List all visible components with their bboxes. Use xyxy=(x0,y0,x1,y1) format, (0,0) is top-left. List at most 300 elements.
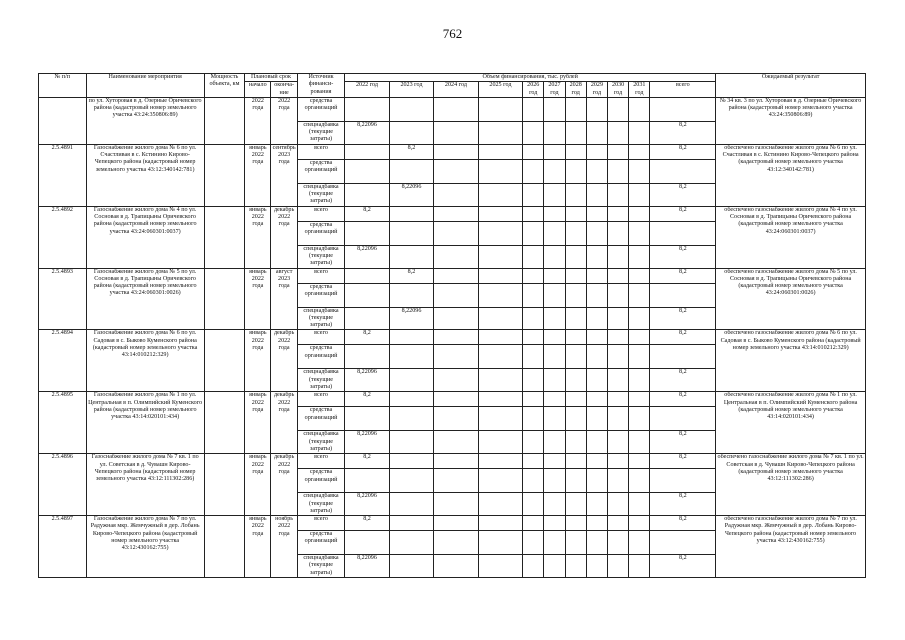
value-empty xyxy=(565,555,586,578)
row-number: 2.5.4896 xyxy=(39,454,87,516)
funding-source: средства организаций xyxy=(297,345,345,369)
header-row-1 xyxy=(39,74,866,82)
funding-source: спецнадбавка (текущие затраты) xyxy=(297,555,345,578)
measure-name: Газоснабжение жилого дома № 6 по ул. Садовая в с. Быково Куменского района (кадастровый номер земельного участка 43:14:010212:329) xyxy=(86,330,204,392)
value-empty xyxy=(478,330,522,345)
header-year: 2024 год xyxy=(434,82,478,98)
value-empty xyxy=(544,97,565,121)
value-empty xyxy=(434,407,478,431)
value-empty xyxy=(629,268,650,283)
start-date: январь 2022 года xyxy=(245,454,271,516)
value-2022 xyxy=(345,307,389,330)
header-year: 2029 год xyxy=(586,82,607,98)
funding-source: спецнадбавка (текущие затраты) xyxy=(297,431,345,454)
value-empty xyxy=(608,307,629,330)
capacity-cell xyxy=(204,144,244,206)
start-date: январь 2022 года xyxy=(245,206,271,268)
value-total xyxy=(650,469,716,493)
value-empty xyxy=(629,345,650,369)
value-empty xyxy=(544,516,565,531)
value-empty xyxy=(608,268,629,283)
value-empty xyxy=(608,245,629,268)
header-source: Источник финанси-рования xyxy=(297,74,345,98)
value-empty xyxy=(523,144,544,159)
value-empty xyxy=(608,369,629,392)
start-date: январь 2022 года xyxy=(245,268,271,330)
row-number: 2.5.4891 xyxy=(39,144,87,206)
value-empty xyxy=(629,330,650,345)
value-2023 xyxy=(389,407,433,431)
value-2023 xyxy=(389,469,433,493)
value-empty xyxy=(544,330,565,345)
value-empty xyxy=(629,431,650,454)
value-empty xyxy=(434,454,478,469)
value-empty xyxy=(565,493,586,516)
table-row xyxy=(39,392,866,407)
value-empty xyxy=(544,454,565,469)
value-empty xyxy=(478,531,522,555)
value-2023 xyxy=(389,392,433,407)
value-empty xyxy=(544,159,565,183)
value-empty xyxy=(608,392,629,407)
capacity-cell xyxy=(204,206,244,268)
measure-name: Газоснабжение жилого дома № 7 по ул. Радужная мкр. Жемчужный в дер. Лобань Кирово-Чепецкого района (кадастровый номер земельного участка 43:12:430162:755) xyxy=(86,516,204,578)
value-empty xyxy=(434,469,478,493)
capacity-cell xyxy=(204,97,244,144)
value-2022 xyxy=(345,97,389,121)
value-empty xyxy=(523,206,544,221)
value-empty xyxy=(608,454,629,469)
value-2023 xyxy=(389,369,433,392)
value-empty xyxy=(629,555,650,578)
value-empty xyxy=(565,206,586,221)
value-empty xyxy=(565,245,586,268)
value-empty xyxy=(586,345,607,369)
table-body xyxy=(39,97,866,577)
value-empty xyxy=(478,407,522,431)
value-empty xyxy=(629,283,650,307)
value-empty xyxy=(608,555,629,578)
value-total: 8,2 xyxy=(650,555,716,578)
value-empty xyxy=(565,97,586,121)
row-number: 2.5.4895 xyxy=(39,392,87,454)
header-year: 2031 год xyxy=(629,82,650,98)
value-empty xyxy=(544,144,565,159)
measure-name: Газоснабжение жилого дома № 4 по ул. Сосновая в д. Трапицыны Оричевского района (кадастровый номер земельного участка 43:24:060301:0037) xyxy=(86,206,204,268)
value-empty xyxy=(478,159,522,183)
value-empty xyxy=(565,369,586,392)
value-empty xyxy=(586,469,607,493)
value-empty xyxy=(478,392,522,407)
value-2022 xyxy=(345,345,389,369)
value-empty xyxy=(478,555,522,578)
value-2022: 8,22096 xyxy=(345,431,389,454)
value-empty xyxy=(523,345,544,369)
value-2023 xyxy=(389,121,433,144)
value-empty xyxy=(434,183,478,206)
value-2023 xyxy=(389,283,433,307)
value-empty xyxy=(608,493,629,516)
value-empty xyxy=(586,97,607,121)
value-2022: 8,2 xyxy=(345,330,389,345)
value-empty xyxy=(629,454,650,469)
value-2023 xyxy=(389,221,433,245)
header-plan-period: Плановый срок xyxy=(245,74,298,82)
capacity-cell xyxy=(204,392,244,454)
value-empty xyxy=(629,516,650,531)
value-2023: 8,22096 xyxy=(389,183,433,206)
start-date: январь 2022 года xyxy=(245,516,271,578)
value-empty xyxy=(586,531,607,555)
value-empty xyxy=(523,221,544,245)
value-empty xyxy=(565,121,586,144)
value-empty xyxy=(544,268,565,283)
measure-name: Газоснабжение жилого дома № 7 кв. 1 по ул. Советская в д. Чувашн Кирово-Чепецкого района (кадастровый номер земельного участка 43:12:111302:286) xyxy=(86,454,204,516)
value-2023 xyxy=(389,516,433,531)
value-empty xyxy=(523,307,544,330)
value-empty xyxy=(544,431,565,454)
value-total xyxy=(650,345,716,369)
header-year: 2022 год xyxy=(345,82,389,98)
value-empty xyxy=(565,531,586,555)
value-empty xyxy=(565,268,586,283)
value-empty xyxy=(629,493,650,516)
value-total xyxy=(650,283,716,307)
value-empty xyxy=(523,454,544,469)
measure-name: Газоснабжение жилого дома № 5 по ул. Сосновая в д. Трапицыны Оричевского района (кадастровый номер земельного участка 43:24:060301:0026) xyxy=(86,268,204,330)
value-empty xyxy=(434,516,478,531)
value-empty xyxy=(608,283,629,307)
value-empty xyxy=(586,283,607,307)
value-empty xyxy=(586,555,607,578)
value-empty xyxy=(608,345,629,369)
value-total: 8,2 xyxy=(650,493,716,516)
value-empty xyxy=(434,555,478,578)
value-2022 xyxy=(345,268,389,283)
value-2022 xyxy=(345,531,389,555)
value-empty xyxy=(478,268,522,283)
value-empty xyxy=(544,469,565,493)
funding-source: средства организаций xyxy=(297,531,345,555)
value-empty xyxy=(586,392,607,407)
value-total: 8,2 xyxy=(650,307,716,330)
header-year: 2023 год xyxy=(389,82,433,98)
value-empty xyxy=(478,221,522,245)
value-empty xyxy=(434,330,478,345)
value-empty xyxy=(544,283,565,307)
funding-source: всего xyxy=(297,516,345,531)
header-year: 2028 год xyxy=(565,82,586,98)
row-number xyxy=(39,97,87,144)
funding-source: средства организаций xyxy=(297,469,345,493)
value-empty xyxy=(523,245,544,268)
value-empty xyxy=(565,516,586,531)
value-empty xyxy=(523,431,544,454)
value-total: 8,2 xyxy=(650,206,716,221)
value-empty xyxy=(434,283,478,307)
value-2022: 8,22096 xyxy=(345,121,389,144)
row-number: 2.5.4893 xyxy=(39,268,87,330)
table-row xyxy=(39,144,866,159)
value-total: 8,2 xyxy=(650,454,716,469)
value-empty xyxy=(608,144,629,159)
value-empty xyxy=(586,369,607,392)
expected-result: обеспечено газоснабжение жилого дома № 7 кв. 1 по ул. Советская в д. Чувашн Кирово-Чепецкого района (кадастровый номер земельного участка 43:12:111302:286) xyxy=(716,454,866,516)
financing-table xyxy=(38,73,866,578)
value-2022 xyxy=(345,183,389,206)
value-empty xyxy=(586,431,607,454)
value-2022: 8,22096 xyxy=(345,493,389,516)
value-empty xyxy=(565,144,586,159)
value-empty xyxy=(544,307,565,330)
value-empty xyxy=(608,221,629,245)
value-empty xyxy=(523,159,544,183)
value-empty xyxy=(586,221,607,245)
funding-source: средства организаций xyxy=(297,159,345,183)
value-empty xyxy=(629,121,650,144)
value-2023: 8,22096 xyxy=(389,307,433,330)
funding-source: всего xyxy=(297,144,345,159)
value-empty xyxy=(544,392,565,407)
value-empty xyxy=(629,221,650,245)
value-empty xyxy=(544,493,565,516)
value-empty xyxy=(478,121,522,144)
end-date: август 2023 года xyxy=(271,268,297,330)
value-empty xyxy=(608,206,629,221)
funding-source: спецнадбавка (текущие затраты) xyxy=(297,307,345,330)
value-empty xyxy=(523,555,544,578)
value-2022: 8,2 xyxy=(345,392,389,407)
value-empty xyxy=(629,245,650,268)
value-empty xyxy=(629,206,650,221)
value-empty xyxy=(544,531,565,555)
start-date: январь 2022 года xyxy=(245,392,271,454)
value-empty xyxy=(523,330,544,345)
value-empty xyxy=(478,97,522,121)
value-empty xyxy=(544,221,565,245)
value-empty xyxy=(544,555,565,578)
row-number: 2.5.4894 xyxy=(39,330,87,392)
value-2023: 8,2 xyxy=(389,144,433,159)
value-2022: 8,22096 xyxy=(345,369,389,392)
value-empty xyxy=(544,407,565,431)
page-number: 762 xyxy=(442,26,463,41)
table-row xyxy=(39,97,866,121)
value-2023: 8,2 xyxy=(389,268,433,283)
value-empty xyxy=(608,407,629,431)
funding-source: средства организаций xyxy=(297,221,345,245)
value-empty xyxy=(586,268,607,283)
value-empty xyxy=(608,469,629,493)
value-total: 8,2 xyxy=(650,121,716,144)
value-empty xyxy=(565,330,586,345)
value-empty xyxy=(434,431,478,454)
value-empty xyxy=(629,144,650,159)
value-empty xyxy=(565,345,586,369)
value-empty xyxy=(434,221,478,245)
value-empty xyxy=(629,407,650,431)
funding-source: средства организаций xyxy=(297,283,345,307)
value-empty xyxy=(523,97,544,121)
expected-result: обеспечено газоснабжение жилого дома № 1 по ул. Центральная в п. Олимпийский Куменского района (кадастровый номер земельного участка 43:14:020101:434) xyxy=(716,392,866,454)
value-empty xyxy=(478,516,522,531)
capacity-cell xyxy=(204,268,244,330)
value-empty xyxy=(523,516,544,531)
value-total: 8,2 xyxy=(650,392,716,407)
funding-source: спецнадбавка (текущие затраты) xyxy=(297,121,345,144)
value-2023 xyxy=(389,97,433,121)
value-2022: 8,2 xyxy=(345,516,389,531)
value-empty xyxy=(434,245,478,268)
funding-source: средства организаций xyxy=(297,407,345,431)
value-empty xyxy=(478,431,522,454)
expected-result: обеспечено газоснабжение жилого дома № 6 по ул. Счастливая в с. Кстинино Кирово-Чепецкого района (кадастровый номер земельного участка 43:12:340142:781) xyxy=(716,144,866,206)
value-empty xyxy=(523,268,544,283)
expected-result: обеспечено газоснабжение жилого дома № 5 по ул. Сосновая в д. Трапицыны Оричевского района (кадастровый номер земельного участка 43:24:060301:0026) xyxy=(716,268,866,330)
value-total: 8,2 xyxy=(650,183,716,206)
value-empty xyxy=(586,159,607,183)
table-row xyxy=(39,268,866,283)
end-date: сентябрь 2023 года xyxy=(271,144,297,206)
table-row xyxy=(39,206,866,221)
value-empty xyxy=(478,183,522,206)
value-empty xyxy=(434,369,478,392)
value-total xyxy=(650,407,716,431)
value-2022: 8,22096 xyxy=(345,555,389,578)
value-empty xyxy=(629,159,650,183)
value-total: 8,2 xyxy=(650,369,716,392)
value-2022 xyxy=(345,159,389,183)
expected-result: обеспечено газоснабжение жилого дома № 6 по ул. Садовая в с. Быково Куменского района (кадастровый номер земельного участка 43:14:010212:329) xyxy=(716,330,866,392)
value-empty xyxy=(608,159,629,183)
header-result: Ожидаемый результат xyxy=(716,74,866,98)
header-financing: Объем финансирования, тыс. рублей xyxy=(345,74,716,82)
start-date: январь 2022 года xyxy=(245,144,271,206)
value-empty xyxy=(586,206,607,221)
funding-source: средства организаций xyxy=(297,97,345,121)
value-empty xyxy=(608,531,629,555)
value-2023 xyxy=(389,493,433,516)
table-row xyxy=(39,454,866,469)
value-total: 8,2 xyxy=(650,245,716,268)
end-date: декабрь 2022 года xyxy=(271,206,297,268)
value-empty xyxy=(434,97,478,121)
value-2023 xyxy=(389,206,433,221)
header-capacity: Мощность объекта, км xyxy=(204,74,244,98)
value-2023 xyxy=(389,555,433,578)
value-empty xyxy=(629,392,650,407)
funding-source: спецнадбавка (текущие затраты) xyxy=(297,183,345,206)
value-empty xyxy=(434,159,478,183)
header-end: оконча-ние xyxy=(271,82,297,98)
value-2023 xyxy=(389,531,433,555)
value-empty xyxy=(478,283,522,307)
value-empty xyxy=(544,345,565,369)
value-empty xyxy=(586,307,607,330)
value-empty xyxy=(629,307,650,330)
value-empty xyxy=(544,369,565,392)
value-empty xyxy=(608,431,629,454)
value-empty xyxy=(478,454,522,469)
value-2023 xyxy=(389,330,433,345)
value-empty xyxy=(608,183,629,206)
value-empty xyxy=(434,345,478,369)
value-total xyxy=(650,531,716,555)
value-empty xyxy=(586,330,607,345)
value-empty xyxy=(586,407,607,431)
funding-source: всего xyxy=(297,392,345,407)
value-empty xyxy=(565,454,586,469)
value-empty xyxy=(434,144,478,159)
value-empty xyxy=(565,159,586,183)
value-empty xyxy=(544,183,565,206)
value-empty xyxy=(478,245,522,268)
value-empty xyxy=(586,144,607,159)
value-empty xyxy=(478,345,522,369)
value-empty xyxy=(523,183,544,206)
value-empty xyxy=(478,144,522,159)
value-empty xyxy=(565,221,586,245)
value-empty xyxy=(478,469,522,493)
value-total xyxy=(650,159,716,183)
value-empty xyxy=(565,407,586,431)
value-empty xyxy=(434,268,478,283)
value-empty xyxy=(434,392,478,407)
value-empty xyxy=(565,431,586,454)
value-empty xyxy=(523,531,544,555)
value-empty xyxy=(629,183,650,206)
value-empty xyxy=(544,206,565,221)
value-empty xyxy=(565,392,586,407)
value-empty xyxy=(586,454,607,469)
expected-result: обеспечено газоснабжение жилого дома № 4 по ул. Сосновая в д. Трапицыны Оричевского района (кадастровый номер земельного участка 43:24:060301:0037) xyxy=(716,206,866,268)
value-empty xyxy=(544,121,565,144)
end-date: декабрь 2022 года xyxy=(271,454,297,516)
funding-source: спецнадбавка (текущие затраты) xyxy=(297,245,345,268)
start-date: 2022 года xyxy=(245,97,271,144)
value-empty xyxy=(586,121,607,144)
value-empty xyxy=(565,307,586,330)
funding-source: всего xyxy=(297,330,345,345)
value-2022 xyxy=(345,407,389,431)
value-empty xyxy=(608,121,629,144)
end-date: 2022 года xyxy=(271,97,297,144)
value-2022: 8,22096 xyxy=(345,245,389,268)
expected-result: № 34 кв. 3 по ул. Хуторовая в д. Озерные Оричевского района (кадастровый номер земельного участка 43:24:350806:89) xyxy=(716,97,866,144)
value-empty xyxy=(586,245,607,268)
header-year: 2027 год xyxy=(544,82,565,98)
value-empty xyxy=(565,283,586,307)
value-empty xyxy=(478,307,522,330)
funding-source: всего xyxy=(297,206,345,221)
value-2023 xyxy=(389,345,433,369)
header-year: 2030 год xyxy=(608,82,629,98)
value-empty xyxy=(523,369,544,392)
header-total: всего xyxy=(650,82,716,98)
value-total: 8,2 xyxy=(650,330,716,345)
value-empty xyxy=(523,121,544,144)
value-empty xyxy=(434,206,478,221)
table-row xyxy=(39,516,866,531)
value-2022: 8,2 xyxy=(345,206,389,221)
header-name: Наименование мероприятия xyxy=(86,74,204,98)
end-date: декабрь 2022 года xyxy=(271,392,297,454)
header-start: начало xyxy=(245,82,271,98)
funding-source: всего xyxy=(297,454,345,469)
value-total xyxy=(650,221,716,245)
value-empty xyxy=(434,121,478,144)
capacity-cell xyxy=(204,454,244,516)
